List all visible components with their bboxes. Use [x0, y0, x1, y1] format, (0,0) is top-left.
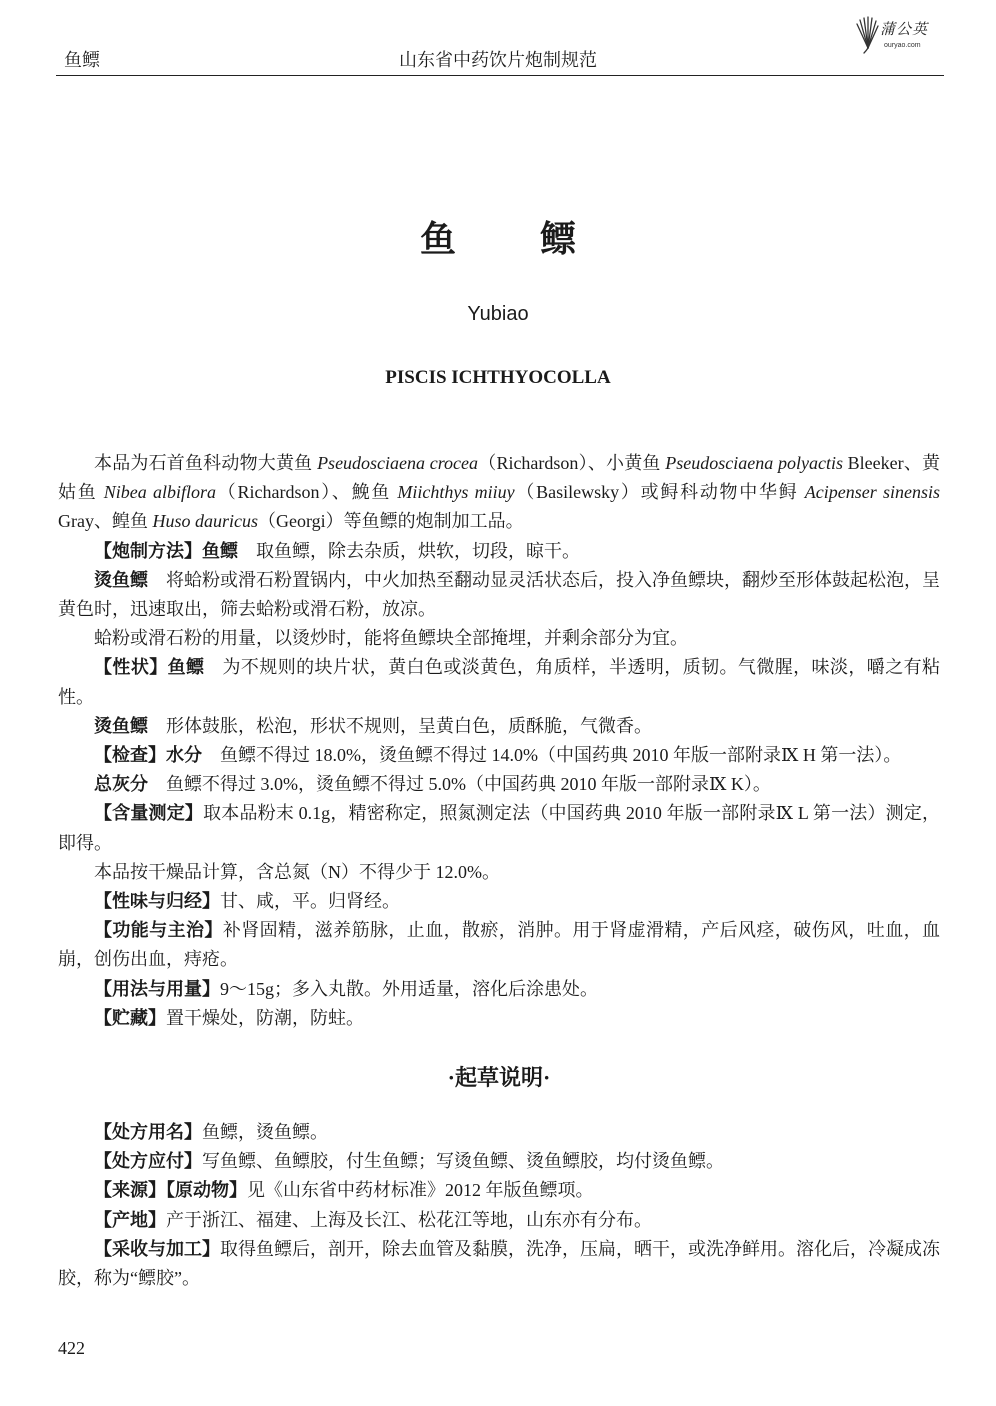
paragraph-label: 【贮藏】: [94, 1007, 166, 1029]
species-name: Acipenser sinensis: [804, 482, 940, 503]
paragraph-label: 【处方应付】: [94, 1151, 202, 1173]
species-name: Huso dauricus: [152, 511, 258, 532]
paragraph-source: [58, 449, 940, 537]
paragraph-label: 【采收与加工】: [94, 1238, 220, 1260]
paragraph-text: 本品按干燥品计算，含总氮（N）不得少于 12.0%。: [94, 861, 500, 882]
paragraph-label: 【用法与用量】: [94, 978, 220, 1000]
paragraph-label: 总灰分: [94, 774, 148, 796]
paragraph-text: 写鱼鳔、鱼鳔胶，付生鱼鳔；写烫鱼鳔、烫鱼鳔胶，均付烫鱼鳔。: [202, 1151, 724, 1172]
paragraph-functions: [58, 916, 940, 974]
species-name: Nibea albiflora: [103, 482, 216, 503]
paragraph-text: 鱼鳔，烫鱼鳔。: [202, 1122, 328, 1143]
paragraph-text: 9～15g；多入丸散。外用适量，溶化后涂患处。: [220, 978, 598, 999]
page-number: 422: [58, 1338, 85, 1358]
paragraph-text: 取本品粉末 0.1g，精密称定，照氮测定法（中国药典 2010 年版一部附录Ⅸ L 第一法）测定，即得。: [58, 803, 940, 853]
paragraph-text: 将蛤粉或滑石粉置锅内，中火加热至翻动显灵活状态后，投入净鱼鳔块，翻炒至形体鼓起松泡，呈黄色时，迅速取出，筛去蛤粉或滑石粉，放凉。: [58, 569, 940, 620]
paragraph-text: 为不规则的块片状，黄白色或淡黄色，角质样，半透明，质韧。气微腥，味淡，嚼之有粘性。: [58, 657, 941, 707]
pinyin-name: Yubiao: [467, 303, 529, 325]
paragraph-text: 见《山东省中药材标准》2012 年版鱼鳔项。: [247, 1180, 594, 1201]
paragraph-production-area: [58, 1206, 940, 1235]
paragraph-processing-method: [58, 537, 940, 566]
text-segment: Bleeker、黄姑鱼: [58, 453, 941, 503]
paragraph-label: 【含量测定】: [94, 803, 204, 825]
paragraph-label: 【检查】水分: [94, 745, 202, 767]
paragraph-text: 形体鼓胀，松泡，形状不规则，呈黄白色，质酥脆，气微香。: [166, 715, 652, 736]
text-segment: （Basilewsky）或鲟科动物中华鲟: [514, 482, 805, 503]
logo-url: ouryao.com: [884, 42, 921, 49]
paragraph-collection-processing: [58, 1235, 940, 1293]
paragraph-storage: [58, 1004, 940, 1033]
paragraph-powder-amount: [58, 624, 940, 653]
paragraph-label: 烫鱼鳔: [94, 715, 148, 737]
paragraph-text: 补肾固精，滋养筋脉，止血，散瘀，消肿。用于肾虚滑精，产后风痉，破伤风，吐血，血崩，创伤出血，痔疮。: [58, 920, 941, 970]
paragraph-origin-animal: [58, 1176, 940, 1205]
paragraph-description: [58, 653, 940, 711]
text-segment: （Richardson）、鮸鱼: [215, 482, 398, 503]
text-segment: 本品为石首鱼科动物大黄鱼: [94, 453, 318, 473]
logo-text: 蒲公英: [880, 20, 929, 38]
paragraph-prescription-name: [58, 1118, 940, 1147]
paragraph-label: 【性状】鱼鳔: [94, 657, 205, 679]
paragraph-nature-meridian: [58, 887, 940, 916]
monograph-title: 鱼鳔: [419, 219, 660, 260]
paragraph-scalded-description: [58, 712, 940, 741]
paragraph-dosage: [58, 975, 940, 1004]
paragraph-text: 置干燥处，防潮，防蛀。: [166, 1007, 364, 1028]
text-segment: （Richardson）、小黄鱼: [478, 453, 666, 473]
paragraph-moisture-check: [58, 741, 940, 770]
paragraph-label: 【产地】: [94, 1209, 166, 1231]
paragraph-label: 【来源】【原动物】: [94, 1180, 247, 1202]
paragraph-text: 鱼鳔不得过 18.0%，烫鱼鳔不得过 14.0%（中国药典 2010 年版一部附录Ⅸ H 第一法）。: [220, 745, 902, 766]
running-header-section: 鱼鳔: [64, 50, 100, 70]
paragraph-assay: [58, 799, 940, 857]
paragraph-label: 【炮制方法】鱼鳔: [94, 540, 238, 562]
paragraph-assay-limit: [58, 858, 940, 887]
site-logo: [854, 14, 946, 54]
latin-name: PISCIS ICHTHYOCOLLA: [385, 367, 611, 388]
paragraph-text: 蛤粉或滑石粉的用量，以烫炒时，能将鱼鳔块全部掩埋，并剩余部分为宜。: [94, 628, 688, 649]
dandelion-logo-icon: [854, 14, 880, 54]
paragraph-text: 甘、咸，平。归肾经。: [220, 891, 400, 912]
paragraph-text: 鱼鳔不得过 3.0%，烫鱼鳔不得过 5.0%（中国药典 2010 年版一部附录Ⅸ K）。: [166, 774, 771, 795]
paragraph-text: 产于浙江、福建、上海及长江、松花江等地，山东亦有分布。: [166, 1209, 652, 1230]
running-header-book-title: 山东省中药饮片炮制规范: [399, 50, 597, 70]
paragraph-total-ash: [58, 770, 940, 799]
drafting-notes-heading: ·起草说明·: [447, 1065, 551, 1091]
paragraph-label: 【性味与归经】: [94, 891, 220, 913]
paragraph-scalded-processing: [58, 566, 940, 624]
paragraph-prescription-dispensing: [58, 1147, 940, 1176]
paragraph-text: 取得鱼鳔后，剖开，除去血管及黏膜，洗净，压扁，晒干，或洗净鲜用。溶化后，冷凝成冻胶，称为“鳔胶”。: [58, 1238, 940, 1289]
paragraph-label: 烫鱼鳔: [94, 569, 148, 591]
paragraph-label: 【处方用名】: [94, 1122, 202, 1144]
text-segment: （Georgi）等鱼鳔的炮制加工品。: [258, 511, 524, 532]
species-name: Miichthys miiuy: [397, 482, 515, 503]
monograph-body: [58, 449, 940, 1293]
paragraph-text: 取鱼鳔，除去杂质，烘软，切段，晾干。: [256, 540, 580, 561]
text-segment: Gray、鳇鱼: [58, 511, 153, 532]
species-name: Pseudosciaena polyactis: [665, 453, 843, 473]
paragraph-label: 【功能与主治】: [94, 920, 223, 942]
header-rule: [56, 75, 944, 76]
species-name: Pseudosciaena crocea: [317, 453, 479, 473]
